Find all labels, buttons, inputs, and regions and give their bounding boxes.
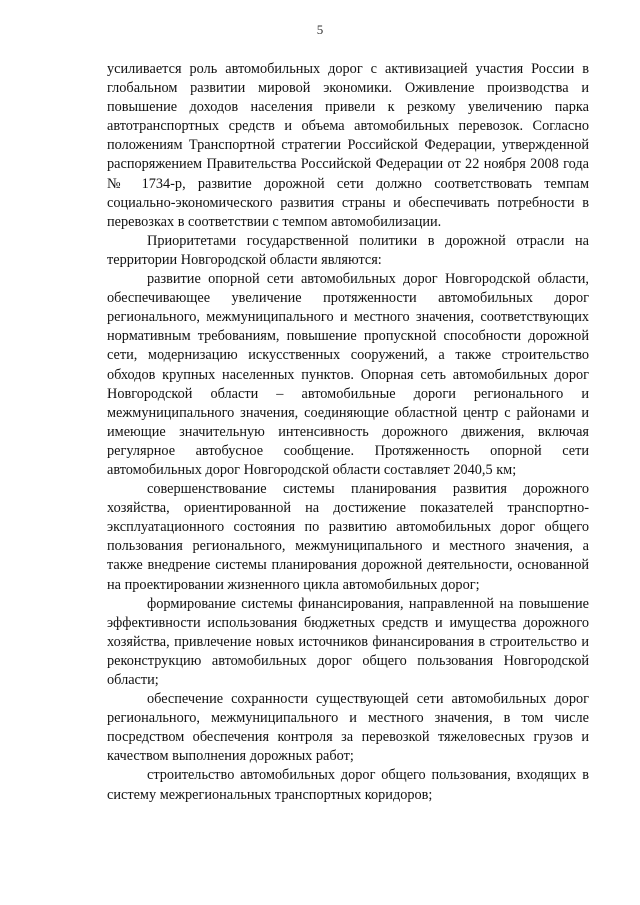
paragraph-road-network-development: развитие опорной сети автомобильных дорог Новгородской области, обеспечивающее увеличение протяженности автомобильных дорог регионального, межмуниципального и местного значения, соответствующих нормативным требованиям, повышение пропускной способности дорожной сети, модернизацию искусственных сооружений, а также строительство обходов крупных населенных пунктов. Опорная сеть автомобильных дорог Новгородской области – автомобильные дороги регионального и межмуниципального значения, соединяющие областной центр с районами и имеющие значительную интенсивность дорожного движения, включая регулярное автобусное сообщение. Протяженность опорной сети автомобильных дорог Новгородской области составляет 2040,5 км; [107,271,589,478]
paragraph-priorities-intro: Приоритетами государственной политики в дорожной отрасли на территории Новгородской области являются: [107,232,589,268]
page-number: 5 [316,22,324,37]
paragraph-corridor-construction: строительство автомобильных дорог общего пользования, входящих в систему межрегиональных транспортных коридоров; [107,767,589,803]
paragraph-financing-system: формирование системы финансирования, направленной на повышение эффективности использования бюджетных средств и имущества дорожного хозяйства, привлечение новых источников финансирования в строительство и реконструкцию автомобильных дорог общего пользования Новгородской области; [107,595,589,688]
paragraph-planning-improvement: совершенствование системы планирования развития дорожного хозяйства, ориентированной на достижение показателей транспортно-эксплуатационного состояния по развитию автомобильных дорог общего пользования регионального, межмуниципального и местного значения, а также внедрение системы планирования дорожной деятельности, основанной на проектировании жизненного цикла автомобильных дорог; [107,481,589,593]
paragraph-continuation: усиливается роль автомобильных дорог с активизацией участия России в глобальном развитии мировой экономики. Оживление производства и повышение доходов населения привели к резкому увеличению парка автотранспортных средств и объема автомобильных перевозок. Согласно положениям Транспортной стратегии Российской Федерации, утвержденной распоряжением Правительства Российской Федерации от 22 ноября 2008 года № 1734-р, развитие дорожной сети должно соответствовать темпам социально-экономического развития страны и обеспечивать потребности в перевозках в соответствии с темпом автомобилизации. [107,61,589,230]
document-body [107,60,589,805]
paragraph-network-preservation: обеспечение сохранности существующей сети автомобильных дорог регионального, межмуниципального и местного значения, в том числе посредством обеспечения контроля за перевозкой тяжеловесных грузов и качеством выполнения дорожных работ; [107,691,589,765]
